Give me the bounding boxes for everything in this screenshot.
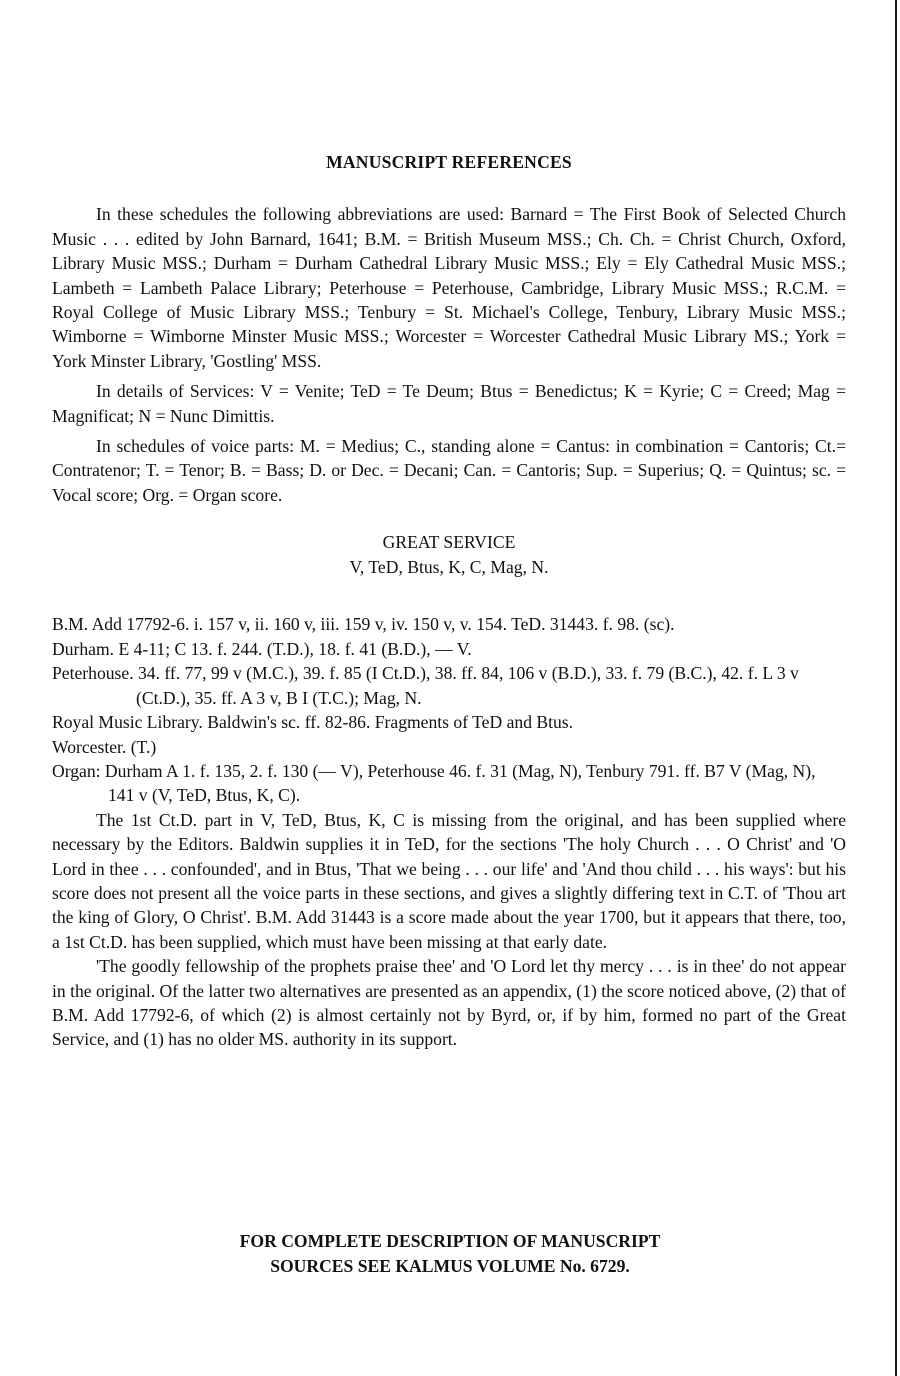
great-service-heading: GREAT SERVICE [382,532,516,553]
abbreviations-section [52,202,846,507]
great-service-subheading: V, TeD, Btus, K, C, Mag, N. [349,556,549,577]
kalmus-reference-note [0,1229,900,1279]
reference-entry-worcester: Worcester. (T.) [52,736,157,757]
editorial-note-alternatives: 'The goodly fellowship of the prophets praise thee' and 'O Lord let thy mercy . . . is in thee' do not appear in the original. Of the latter two alternatives are presented as an appendix, (1) the score noticed above, (2) that of B.M. Add 17792-6, of which (2) is almost certainly not by Byrd, or, if by him, formed no part of the Great Service, and (1) has no older MS. authority in its support. [52,956,846,1050]
reference-entry-royal-music-library: Royal Music Library. Baldwin's sc. ff. 82-86. Fragments of TeD and Btus. [52,712,574,733]
great-service-heading-block [52,530,846,579]
reference-entry-organ: Organ: Durham A 1. f. 135, 2. f. 130 (— V), Peterhouse 46. f. 31 (Mag, N), Tenbury 791. ff. B7 V (Mag, N), 141 v (V, TeD, Btus, K, C). [52,760,816,806]
voice-parts-abbreviations-paragraph: In schedules of voice parts: M. = Medius; C., standing alone = Cantus: in combination = Cantoris; Ct.= Contratenor; T. = Tenor; B. = Bass; D. or Dec. = Decani; Can. = Cantoris; Sup. = Superius; Q. = Quintus; sc. = Vocal score; Org. = Organ score. [52,436,846,505]
page-edge-rule [895,0,897,1376]
page-title: MANUSCRIPT REFERENCES [326,152,572,172]
manuscript-reference-list [52,612,846,807]
kalmus-reference-line-1: FOR COMPLETE DESCRIPTION OF MANUSCRIPT [239,1231,661,1251]
reference-entry-bm: B.M. Add 17792-6. i. 157 v, ii. 160 v, iii. 159 v, iv. 150 v, v. 154. TeD. 31443. f. 98. (sc). [52,614,675,635]
kalmus-reference-line-2: SOURCES SEE KALMUS VOLUME No. 6729. [270,1256,630,1276]
reference-entry-durham: Durham. E 4-11; C 13. f. 244. (T.D.), 18. f. 41 (B.D.), — V. [52,638,472,659]
services-abbreviations-paragraph: In details of Services: V = Venite; TeD = Te Deum; Btus = Benedictus; K = Kyrie; C = Creed; Mag = Magnificat; N = Nunc Dimittis. [52,381,846,426]
document-body [52,150,846,1052]
abbreviations-paragraph: In these schedules the following abbreviations are used: Barnard = The First Book of Selected Church Music . . . edited by John Barnard, 1641; B.M. = British Museum MSS.; Ch. Ch. = Christ Church, Oxford, Library Music MSS.; Durham = Durham Cathedral Library Music MSS.; Ely = Ely Cathedral Music MSS.; Lambeth = Lambeth Palace Library; Peterhouse = Peterhouse, Cambridge, Library Music MSS.; R.C.M. = Royal College of Music Library MSS.; Tenbury = St. Michael's College, Tenbury, Library Music MSS.; Wimborne = Wimborne Minster Music MSS.; Worcester = Worcester Cathedral Music Library MS.; York = York Minster Library, 'Gostling' MSS. [52,204,846,371]
editorial-note-contratenor: The 1st Ct.D. part in V, TeD, Btus, K, C is missing from the original, and has been supplied where necessary by the Editors. Baldwin supplies it in TeD, for the sections 'The holy Church . . . O Christ' and 'O Lord in thee . . . confounded', and in Btus, 'That we being . . . our life' and 'And thou child . . . his ways': but his score does not present all the voice parts in these sections, and gives a slightly differing text in C.T. of 'Thou art the king of Glory, O Christ'. B.M. Add 31443 is a score made about the year 1700, but it appears that there, too, a 1st Ct.D. has been supplied, which must have been missing at that early date. [52,809,846,952]
reference-entry-peterhouse: Peterhouse. 34. ff. 77, 99 v (M.C.), 39. f. 85 (I Ct.D.), 38. ff. 84, 106 v (B.D.), 33. f. 79 (B.C.), 42. f. L 3 v (Ct.D.), 35. ff. A 3 v, B I (T.C.); Mag, N. [52,663,799,708]
editorial-notes [52,808,846,1052]
